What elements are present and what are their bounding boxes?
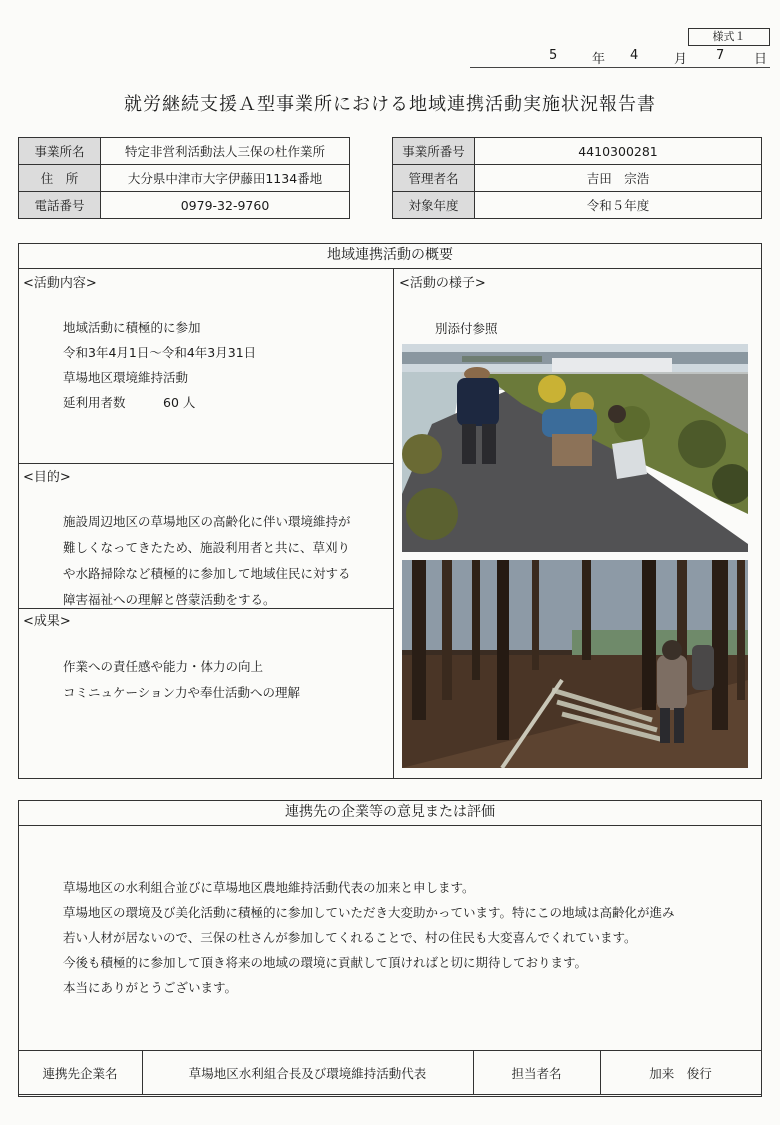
text-line: 草場地区の環境及び美化活動に積極的に参加していただき大変助かっています。特にこの地域は高齢化が進み: [63, 905, 675, 920]
activity-scene-label: <活動の様子>: [399, 276, 486, 291]
activity-content-text: [63, 315, 256, 415]
text-line: コミニュケーション力や奉仕活動への理解: [63, 685, 301, 700]
text-line: 延利用者数 60 人: [63, 395, 196, 410]
activity-overview-section: [18, 243, 762, 779]
date-month-unit: 月: [674, 52, 688, 67]
facility-name-value: 特定非営利活動法人三保の杜作業所: [101, 138, 350, 165]
partner-contact-table: [18, 1050, 762, 1095]
text-line: 草場地区環境維持活動: [63, 370, 189, 385]
date-day-unit: 日: [754, 52, 768, 67]
text-line: 難しくなってきたため、施設利用者と共に、草刈り: [63, 540, 351, 555]
address-value: 大分県中津市大字伊藤田1134番地: [101, 165, 350, 192]
date-year-unit: 年: [592, 52, 606, 67]
result-text: [63, 654, 300, 706]
overview-heading: 地域連携活動の概要: [19, 244, 761, 269]
text-line: 今後も積極的に参加して頂き将来の地域の環境に貢献して頂ければと切に期待しております。: [63, 955, 588, 970]
table-row: [19, 192, 350, 219]
table-row: [19, 138, 350, 165]
purpose-text: [63, 509, 351, 613]
manager-label: 管理者名: [393, 165, 475, 192]
address-label: 住 所: [19, 165, 101, 192]
date-day: 7: [716, 48, 725, 63]
facility-name-label: 事業所名: [19, 138, 101, 165]
table-row: [393, 192, 762, 219]
phone-label: 電話番号: [19, 192, 101, 219]
text-line: 地域活動に積極的に参加: [63, 320, 201, 335]
report-date: [470, 46, 770, 68]
partner-company-label: 連携先企業名: [18, 1051, 142, 1095]
table-row: [393, 138, 762, 165]
text-line: 若い人材が居ないので、三保の杜さんが参加してくれることで、村の住民も大変喜んでくれています。: [63, 930, 637, 945]
evaluation-heading: 連携先の企業等の意見または評価: [19, 801, 761, 826]
purpose-label: <目的>: [23, 470, 71, 485]
fiscal-year-value: 令和５年度: [475, 192, 762, 219]
attachment-note: 別添付参照: [435, 321, 498, 336]
contact-person-label: 担当者名: [473, 1051, 600, 1095]
office-number-value: 4410300281: [475, 138, 762, 165]
date-year: 5: [549, 48, 558, 63]
activity-photo-forest: [402, 560, 748, 768]
text-line: 施設周辺地区の草場地区の高齢化に伴い環境維持が: [63, 514, 351, 529]
table-row: [18, 1051, 761, 1095]
column-divider: [393, 268, 394, 778]
form-number-badge: 様式１: [688, 28, 770, 46]
table-row: [393, 165, 762, 192]
office-info-table: [392, 137, 762, 219]
contact-person-value: 加来 俊行: [600, 1051, 761, 1095]
office-number-label: 事業所番号: [393, 138, 475, 165]
table-row: [19, 165, 350, 192]
partner-company-value: 草場地区水利組合長及び環境維持活動代表: [142, 1051, 473, 1095]
text-line: 障害福祉への理解と啓蒙活動をする。: [63, 592, 276, 607]
activity-photo-roadside: [402, 344, 748, 552]
text-line: 草場地区の水利組合並びに草場地区農地維持活動代表の加来と申します。: [63, 880, 475, 895]
phone-value: 0979-32-9760: [101, 192, 350, 219]
divider: [19, 463, 393, 464]
activity-content-label: <活動内容>: [23, 276, 97, 291]
manager-value: 吉田 宗浩: [475, 165, 762, 192]
date-month: 4: [630, 48, 639, 63]
fiscal-year-label: 対象年度: [393, 192, 475, 219]
text-line: 本当にありがとうございます。: [63, 980, 238, 995]
evaluation-text: [63, 875, 675, 1000]
text-line: や水路掃除など積極的に参加して地域住民に対する: [63, 566, 351, 581]
result-label: <成果>: [23, 614, 71, 629]
date-underline: [470, 67, 770, 68]
text-line: 作業への責任感や能力・体力の向上: [63, 659, 264, 674]
facility-info-table: [18, 137, 350, 219]
partner-evaluation-section: [18, 800, 762, 1097]
text-line: 令和3年4月1日～令和4年3月31日: [63, 345, 257, 360]
page-title: 就労継続支援Ａ型事業所における地域連携活動実施状況報告書: [124, 94, 656, 115]
